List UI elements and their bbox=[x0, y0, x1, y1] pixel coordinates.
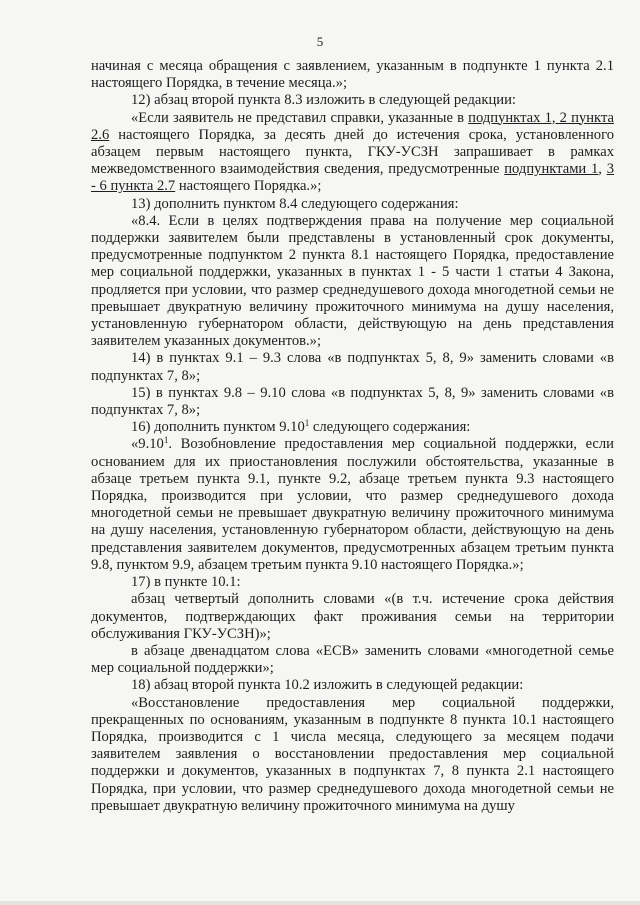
text-segment: . Возобновление предоставления мер социальной поддержки, если основанием для их приостановления послужили обстоятельства, указанные в абзаце третьем пункта 9.1, пункте 9.2, абзаце третьем пункта 9.3 настоящего Порядка, производится при условии, что размер среднедушевого дохода многодетной семьи не превышает двукратную величину прожиточного минимума на душу населения, установленную губернатором области, действующую на день представления заявителем документов, предусмотренных абзацем третьим пункта 9.8, пунктом 9.9, абзацем третьим пункта 9.10 настоящего Порядка.»; bbox=[91, 436, 614, 573]
amendment-item-13: 13) дополнить пунктом 8.4 следующего содержания: bbox=[131, 195, 459, 212]
quoted-paragraph-8-4: «8.4. Если в целях подтверждения права на получение мер социальной поддержки заявителем были представлены в установленный срок документы, предусмотренные подпунктом 2 пункта 8.1 настоящего Порядка, предоставление мер социальной поддержки, указанных в пунктах 1 - 5 части 1 статьи 4 Закона, продляется при условии, что размер среднедушевого дохода многодетной семьи не превышает двукратную величину прожиточного минимума на душу населения, установленную губернатором области, действующую на день представления заявителем указанных документов.»; bbox=[91, 212, 614, 350]
text-segment: следующего содержания: bbox=[309, 419, 471, 436]
text-segment: «Если заявитель не представил справки, указанные в bbox=[131, 109, 469, 126]
amendment-item-15: 15) в пунктах 9.8 – 9.10 слова «в подпунктах 5, 8, 9» заменить словами «в подпунктах 7, 8»; bbox=[91, 384, 614, 419]
quoted-paragraph-9-10-1 bbox=[91, 436, 614, 574]
reference-link[interactable]: 3 - 6 пункта 2.7 bbox=[91, 161, 615, 195]
reference-link[interactable]: подпунктах 1, 2 пункта 2.6 bbox=[91, 109, 614, 143]
text-segment: настоящего Порядка, за десять дней до истечения срока, установленного абзацем первым настоящего пункта, ГКУ-УСЗН запрашивает в рамках межведомственного взаимодействия сведения, предусмотренные bbox=[91, 126, 614, 178]
amendment-item-18: 18) абзац второй пункта 10.2 изложить в следующей редакции: bbox=[131, 677, 524, 694]
reference-link[interactable]: подпунктами 1 bbox=[504, 161, 599, 178]
paragraph-abzac-4: абзац четвертый дополнить словами «(в т.ч. истечение срока действия документов, подтверждающих факт проживания семьи на территории обслуживания ГКУ-УСЗН)»; bbox=[91, 591, 614, 642]
text-segment: 16) дополнить пунктом 9.10 bbox=[131, 419, 305, 436]
page-number: 5 bbox=[316, 34, 324, 49]
document-body bbox=[91, 58, 614, 815]
text-segment: настоящего Порядка.»; bbox=[175, 178, 322, 195]
text-segment: «9.10 bbox=[131, 436, 164, 453]
superscript: 1 bbox=[163, 435, 169, 446]
paragraph-continuation: начиная с месяца обращения с заявлением, указанным в подпункте 1 пункта 2.1 настоящего Порядка, в течение месяца.»; bbox=[91, 58, 614, 92]
amendment-item-12: 12) абзац второй пункта 8.3 изложить в следующей редакции: bbox=[131, 92, 516, 109]
amendment-item-16 bbox=[91, 419, 614, 436]
amendment-item-17: 17) в пункте 10.1: bbox=[131, 574, 241, 591]
superscript: 1 bbox=[304, 418, 310, 429]
quoted-paragraph-10-2: «Восстановление предоставления мер социальной поддержки, прекращенных по основаниям, указанным в подпункте 8 пункта 10.1 настоящего Порядка, производится с 1 числа месяца, следующего за месяцем подачи заявителем заявления о восстановлении предоставления мер социальной поддержки и документов, указанных в подпунктах 7, 8 пункта 2.1 настоящего Порядка, при условии, что размер среднедушевого дохода многодетной семьи не превышает двукратную величину прожиточного минимума на душу bbox=[91, 694, 614, 814]
paragraph-abzac-12: в абзаце двенадцатом слова «ЕСВ» заменить словами «многодетной семье мер социальной поддержки»; bbox=[91, 642, 614, 677]
text-segment: , bbox=[598, 161, 607, 178]
amendment-item-14: 14) в пунктах 9.1 – 9.3 слова «в подпунктах 5, 8, 9» заменить словами «в подпунктах 7, 8»; bbox=[91, 350, 614, 384]
quoted-paragraph-8-3 bbox=[91, 110, 614, 196]
page-bottom-edge bbox=[0, 901, 640, 905]
